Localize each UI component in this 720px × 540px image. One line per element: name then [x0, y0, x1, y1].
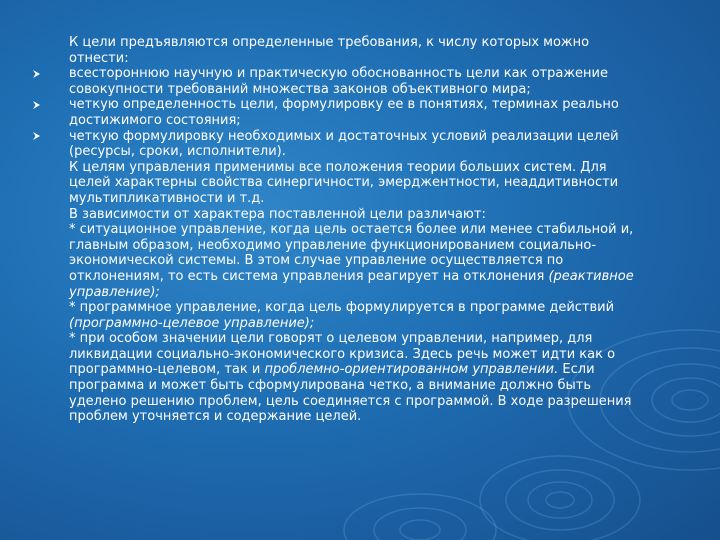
paragraph-line: управление); — [69, 284, 160, 300]
paragraph-line — [28, 362, 698, 378]
text-run: отклонениям, то есть система управления реагирует на отклонения — [69, 268, 549, 284]
bullet-line — [28, 97, 698, 113]
text-run: программно-целевом, так и — [69, 362, 265, 378]
text-run: Если — [558, 362, 595, 378]
arrowhead-bullet-icon — [28, 97, 44, 113]
bullet-text: четкую определенность цели, формулировку ее в понятиях, терминах реально — [69, 97, 619, 113]
italic-term: (реактивное — [548, 268, 634, 284]
paragraph-line: К целям управления применимы все положения теории больших систем. Для — [69, 159, 607, 175]
bullet-line — [28, 66, 698, 82]
paragraph-line: (ресурсы, сроки, исполнители). — [69, 144, 286, 160]
bullet-text: всестороннюю научную и практическую обоснованность цели как отражение — [69, 66, 608, 82]
paragraph-line: мультипликативности и т.д. — [69, 190, 265, 206]
paragraph-line: * программное управление, когда цель формулируется в программе действий — [69, 300, 615, 316]
paragraph-line: ликвидации социально-экономического кризиса. Здесь речь может идти как о — [69, 346, 616, 362]
paragraph-line: * ситуационное управление, когда цель остается более или менее стабильной и, — [69, 222, 634, 238]
paragraph-line: экономической системы. В этом случае управление осуществляется по — [69, 253, 564, 269]
paragraph-line: отнести: — [69, 50, 129, 66]
paragraph-line: К цели предъявляются определенные требования, к числу которых можно — [69, 35, 590, 50]
arrowhead-bullet-icon — [28, 129, 44, 145]
paragraph-line: программа и может быть сформулирована четко, а внимание должно быть — [69, 378, 591, 394]
italic-term: проблемно-ориентированном управлении. — [264, 362, 559, 378]
paragraph-line: * при особом значении цели говорят о целевом управлении, например, для — [69, 331, 593, 347]
paragraph-line — [28, 269, 698, 285]
arrowhead-bullet-icon — [28, 66, 44, 82]
bullet-text: четкую формулировку необходимых и достаточных условий реализации целей — [69, 128, 619, 144]
paragraph-line: уделено решению проблем, цель соединяется с программой. В ходе разрешения — [69, 393, 632, 409]
paragraph-line: проблем уточняется и содержание целей. — [69, 409, 362, 425]
paragraph-line: В зависимости от характера поставленной цели различают: — [69, 206, 486, 222]
slide-body-text — [28, 35, 698, 425]
paragraph-line: совокупности требований множества законов объективного мира; — [69, 81, 531, 97]
paragraph-line: целей характерны свойства синергичности, эмерджентности, неаддитивности — [69, 175, 619, 191]
bullet-line — [28, 129, 698, 145]
paragraph-line: главным образом, необходимо управление функционированием социально- — [69, 237, 597, 253]
paragraph-line: (программно-целевое управление); — [69, 315, 315, 331]
paragraph-line: достижимого состояния; — [69, 112, 241, 128]
